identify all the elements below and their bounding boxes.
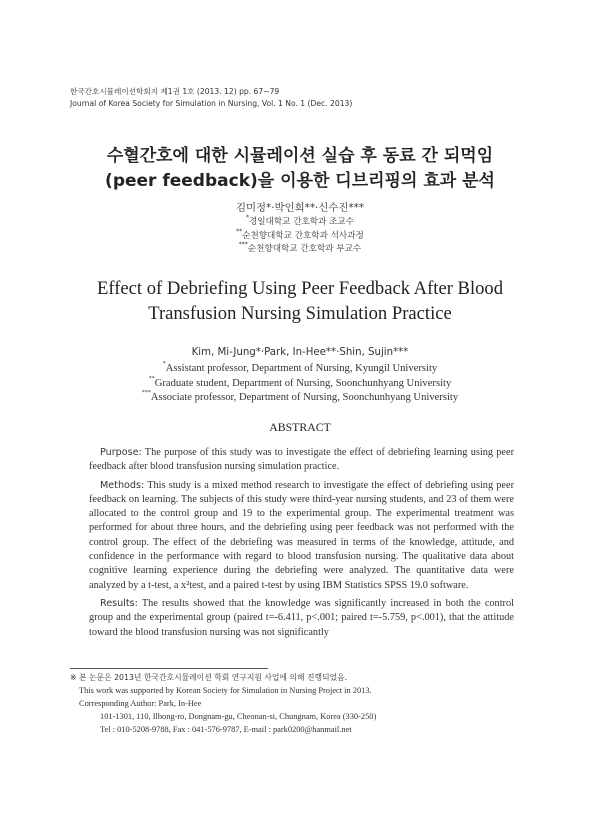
purpose-text: The purpose of this study was to investigate the effect of debriefing learning using peer feedback after blood transfusion nursing simulation practice. <box>89 447 514 473</box>
korean-title <box>0 144 600 194</box>
results-label: Results: <box>100 597 138 609</box>
footnote-funding-korean: ※ 본 논문은 2013년 한국간호시뮬레이션 학회 연구지원 사업에 의해 진행되었음. <box>70 673 348 682</box>
journal-header-english: Journal of Korea Society for Simulation in Nursing, Vol. 1 No. 1 (Dec. 2013) <box>70 98 353 108</box>
footnote <box>70 671 540 736</box>
korean-affiliation-1: *경일대학교 간호학과 조교수 <box>245 214 355 227</box>
english-authors: Kim, Mi-Jung*·Park, In-Hee**·Shin, Sujin*** <box>191 347 409 358</box>
abstract-purpose <box>89 446 514 475</box>
abstract-methods <box>89 479 514 593</box>
journal-header <box>70 86 352 109</box>
abstract-heading: ABSTRACT <box>269 420 331 434</box>
korean-title-line1: 수혈간호에 대한 시뮬레이션 실습 후 동료 간 되먹임 <box>106 146 494 166</box>
abstract-results <box>89 597 514 640</box>
korean-title-line2: (peer feedback)을 이용한 디브리핑의 효과 분석 <box>105 171 495 191</box>
english-affiliation-3: ***Associate professor, Department of Nursing, Soonchunhyang University <box>141 390 459 403</box>
english-title-line2: Transfusion Nursing Simulation Practice <box>148 303 452 324</box>
footnote-corresponding-author: Corresponding Author: Park, In-Hee <box>79 699 202 708</box>
footnote-address: 101-1301, 110, Ilbong-ro, Dongnam-gu, Cheonan-si, Chungnam, Korea (330-250) <box>100 712 377 721</box>
english-affiliation-2: **Graduate student, Department of Nursing, Soonchunhyang University <box>148 375 452 389</box>
methods-label: Methods: <box>100 479 145 491</box>
footnote-funding-english: This work was supported by Korean Society for Simulation in Nursing Project in 2013. <box>79 686 372 695</box>
korean-affiliation-3: ***순천향대학교 간호학과 부교수 <box>238 241 362 254</box>
footnote-divider <box>70 668 268 669</box>
results-text: The results showed that the knowledge was significantly increased in both the control group and the experimental group (paired t=-6.411, p<.001; paired t=-5.759, p<.001), that the attitude toward the blood transfusion nursing was not significantly <box>89 597 514 638</box>
korean-affiliation-2: **순천향대학교 간호학과 석사과정 <box>236 227 364 241</box>
purpose-label: Purpose: <box>100 447 142 458</box>
journal-header-korean: 한국간호시뮬레이션학회지 제1권 1호 (2013. 12) pp. 67~79 <box>70 87 280 96</box>
korean-authors-block <box>0 201 600 257</box>
korean-authors: 김미정*·박인희**·신수진*** <box>235 202 365 214</box>
english-authors-block <box>0 344 600 406</box>
footnote-contact: Tel : 010-5208-9788, Fax : 041-576-9787, E-mail : park0200@hanmail.net <box>100 725 352 734</box>
english-affiliation-1: *Assistant professor, Department of Nursing, Kyungil University <box>162 361 438 374</box>
abstract-body <box>89 446 514 644</box>
english-title-line1: Effect of Debriefing Using Peer Feedback After Blood <box>96 278 503 299</box>
methods-text: This study is a mixed method research to investigate the effect of debriefing using peer feedback on learning. The subjects of this study were third-year nursing students, and 23 of them were allocated to the control group and 19 to the experimental group. The experimental treatment was performed for about three hours, and the debriefing using peer feedback was not performed with the control group. The effect of the debriefing was measured in terms of the knowledge, attitude, and confidence in the performance with regard to blood transfusion nursing. The qualitative data about cognitive learning experience during the debriefing were analyzed. The quantitative data were analyzed by a t-test, a x²test, and a paired t-test by using IBM Statistics SPSS 19.0 software. <box>89 479 514 591</box>
english-title <box>0 276 600 326</box>
